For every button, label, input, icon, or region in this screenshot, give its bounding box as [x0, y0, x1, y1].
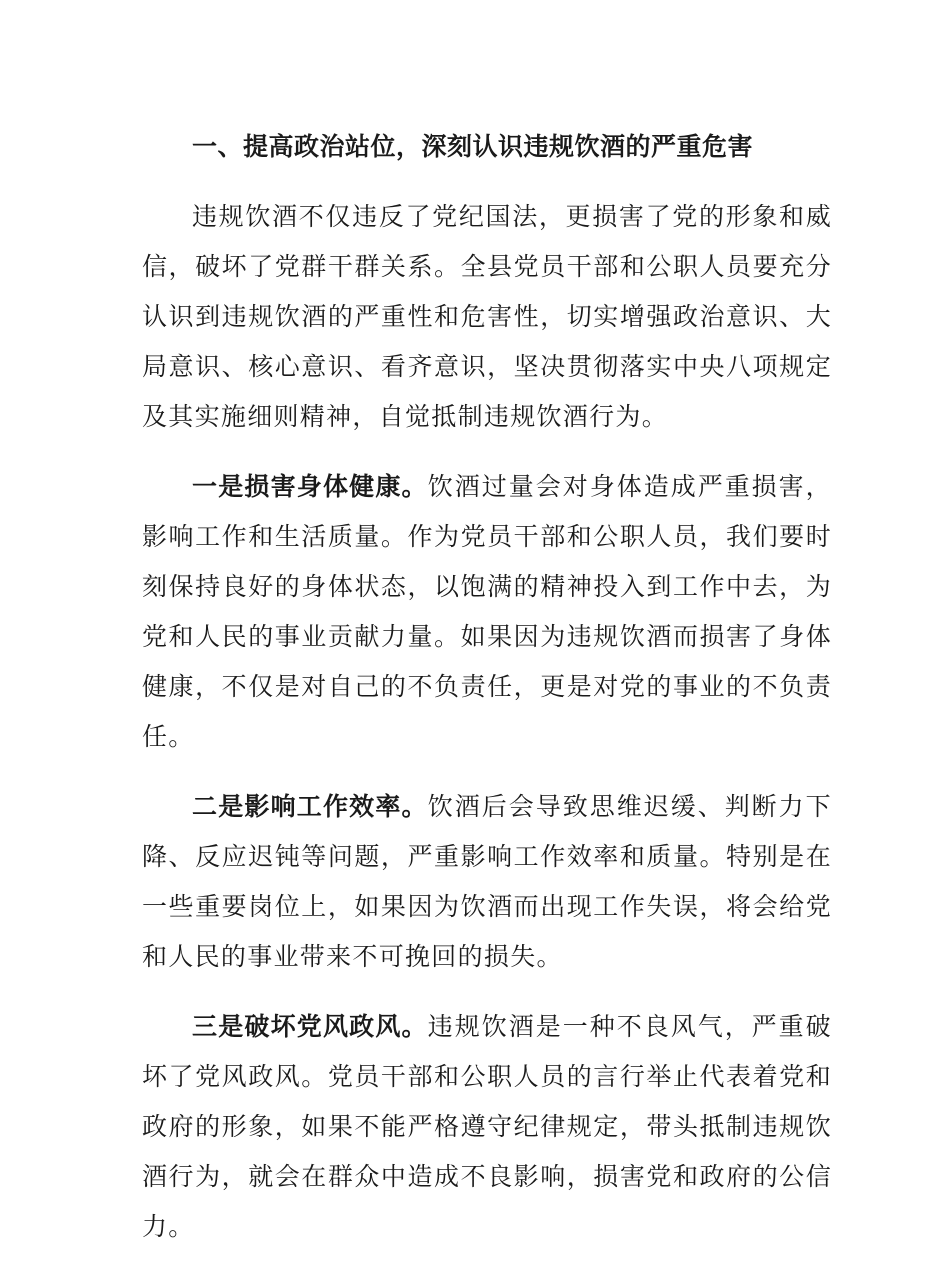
point-paragraph-efficiency: [142, 782, 832, 982]
point-text-efficiency: 饮酒后会导致思维迟缓、判断力下降、反应迟钝等问题，严重影响工作效率和质量。特别是在一些重要岗位上，如果因为饮酒而出现工作失误，将会给党和人民的事业带来不可挽回的损失。: [142, 792, 832, 971]
point-lead-party-style: 三是破坏党风政风。: [192, 1012, 428, 1041]
intro-paragraph: 违规饮酒不仅违反了党纪国法，更损害了党的形象和威信，破坏了党群干群关系。全县党员干部和公职人员要充分认识到违规饮酒的严重性和危害性，切实增强政治意识、大局意识、核心意识、看齐意识，坚决贯彻落实中央八项规定及其实施细则精神，自觉抵制违规饮酒行为。: [142, 202, 832, 431]
point-text-party-style: 违规饮酒是一种不良风气，严重破坏了党风政风。党员干部和公职人员的言行举止代表着党和政府的形象，如果不能严格遵守纪律规定，带头抵制违规饮酒行为，就会在群众中造成不良影响，损害党和政府的公信力。: [142, 1012, 832, 1241]
point-paragraph-party-style: [142, 1002, 832, 1252]
section-heading: 一、提高政治站位，深刻认识违规饮酒的严重危害: [192, 132, 754, 161]
document-body: [142, 122, 832, 1272]
point-lead-efficiency: 二是影响工作效率。: [192, 792, 428, 821]
point-text-health: 饮酒过量会对身体造成严重损害，影响工作和生活质量。作为党员干部和公职人员，我们要时刻保持良好的身体状态，以饱满的精神投入到工作中去，为党和人民的事业贡献力量。如果因为违规饮酒而损害了身体健康，不仅是对自己的不负责任，更是对党的事业的不负责任。: [142, 472, 832, 751]
point-paragraph-health: [142, 462, 832, 762]
point-lead-health: 一是损害身体健康。: [192, 472, 428, 501]
